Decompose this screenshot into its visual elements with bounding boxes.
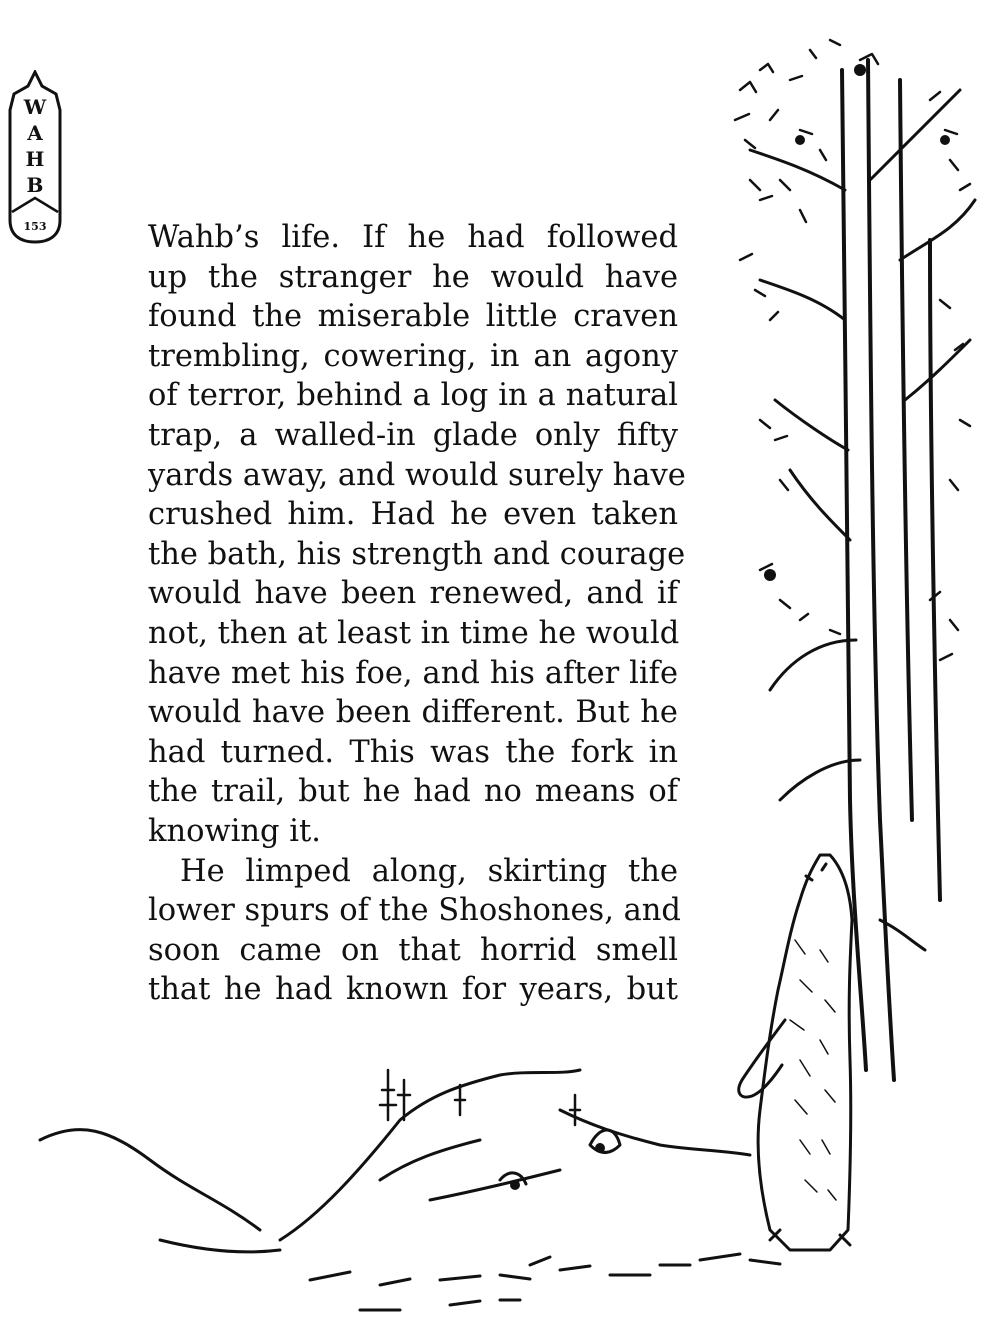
- text-line: not, then at least in time he would: [148, 615, 680, 651]
- text-line: the trail, but he had no means of: [148, 774, 678, 810]
- paragraph-1: [148, 218, 686, 852]
- text-line: would have been renewed, and if: [148, 576, 678, 612]
- tree-branches: [750, 90, 975, 950]
- tree-trunk: [842, 60, 940, 1080]
- text-line: that he had known for years, but: [148, 972, 678, 1008]
- text-line: the bath, his strength and courage: [148, 536, 686, 572]
- paragraph-2: [148, 852, 681, 1010]
- text-line: trap, a walled-in glade only fifty: [148, 417, 678, 453]
- foreground-rocks: [310, 1130, 780, 1310]
- text-line: crushed him. Had he even taken: [148, 497, 678, 533]
- text-line: had turned. This was the fork in: [148, 734, 678, 770]
- bear-fur-strokes: [790, 940, 836, 1200]
- badge-letter-h: H: [25, 147, 45, 171]
- badge-letter-a: A: [27, 121, 43, 145]
- text-line: trembling, cowering, in an agony: [148, 338, 678, 374]
- tree-foliage: [735, 40, 970, 660]
- badge-letter-w: W: [23, 95, 47, 119]
- bear-figure: [739, 855, 852, 1250]
- pine-trees: [380, 1070, 580, 1125]
- text-line: of terror, behind a log in a natural: [148, 378, 678, 414]
- text-line: yards away, and would surely have: [148, 457, 686, 493]
- body-text: [148, 218, 686, 1010]
- text-line: found the miserable little craven: [148, 299, 678, 335]
- text-line: soon came on that horrid smell: [148, 932, 678, 968]
- text-line: would have been different. But he: [148, 695, 678, 731]
- text-line: He limped along, skirting the: [180, 853, 678, 889]
- chapter-badge: [4, 70, 66, 250]
- badge-letter-b: B: [26, 173, 44, 197]
- text-line: have met his foe, and his after life: [148, 655, 678, 691]
- mountain-ridges: [40, 1070, 750, 1252]
- text-line: knowing it.: [148, 813, 321, 849]
- text-line: up the stranger he would have: [148, 259, 678, 295]
- page-number: 153: [23, 220, 47, 233]
- text-line: lower spurs of the Shoshones, and: [148, 893, 681, 929]
- text-line: Wahb’s life. If he had followed: [148, 220, 678, 255]
